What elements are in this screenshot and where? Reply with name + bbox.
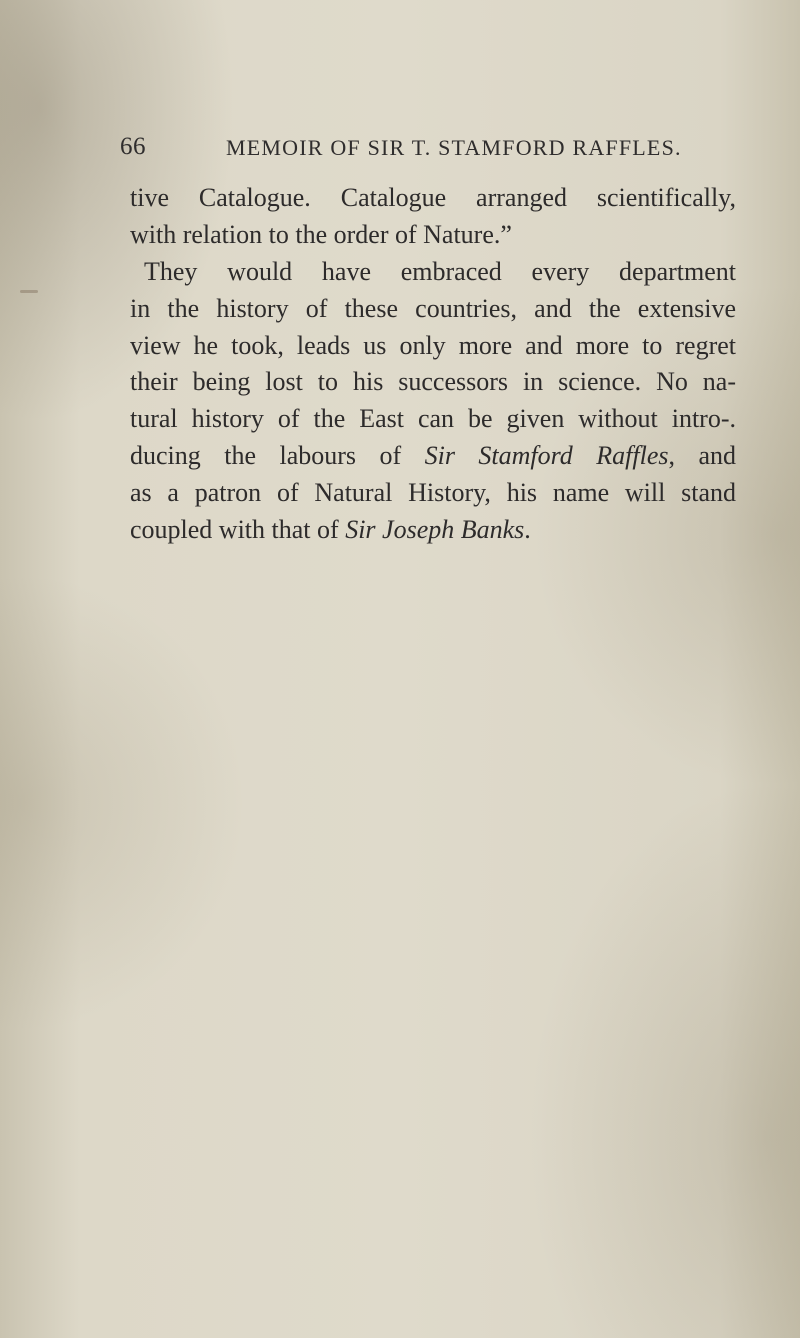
body-text: [130, 180, 736, 549]
paragraph-start-line: They would have embraced every department: [144, 256, 736, 286]
running-title: MEMOIR OF SIR T. STAMFORD RAFFLES.: [226, 135, 682, 160]
text-line-with-name: [130, 512, 736, 549]
italic-name-banks: Sir Joseph Banks: [345, 515, 525, 545]
line-prefix: coupled with that of: [130, 515, 346, 545]
running-head: [120, 133, 720, 169]
margin-mark: [20, 290, 38, 293]
line-prefix: ducing the labours of: [130, 441, 425, 471]
text-line: their being lost to his successors in science. No na-: [130, 367, 736, 397]
text-line: with relation to the order of Nature.”: [130, 219, 512, 249]
text-line: in the history of these countries, and the extensive: [130, 293, 736, 323]
line-suffix: , and: [668, 441, 736, 471]
page-number: 66: [120, 133, 146, 160]
line-suffix: .: [524, 515, 531, 545]
text-line: view he took, leads us only more and more to regret: [130, 330, 736, 360]
text-line: tural history of the East can be given without intro-.: [130, 404, 736, 434]
text-line: as a patron of Natural History, his name will stand: [130, 478, 736, 508]
text-line-with-name: [130, 438, 736, 475]
italic-name-raffles: Sir Stamford Raffles: [424, 441, 669, 471]
text-line: tive Catalogue. Catalogue arranged scientifically,: [130, 183, 736, 212]
